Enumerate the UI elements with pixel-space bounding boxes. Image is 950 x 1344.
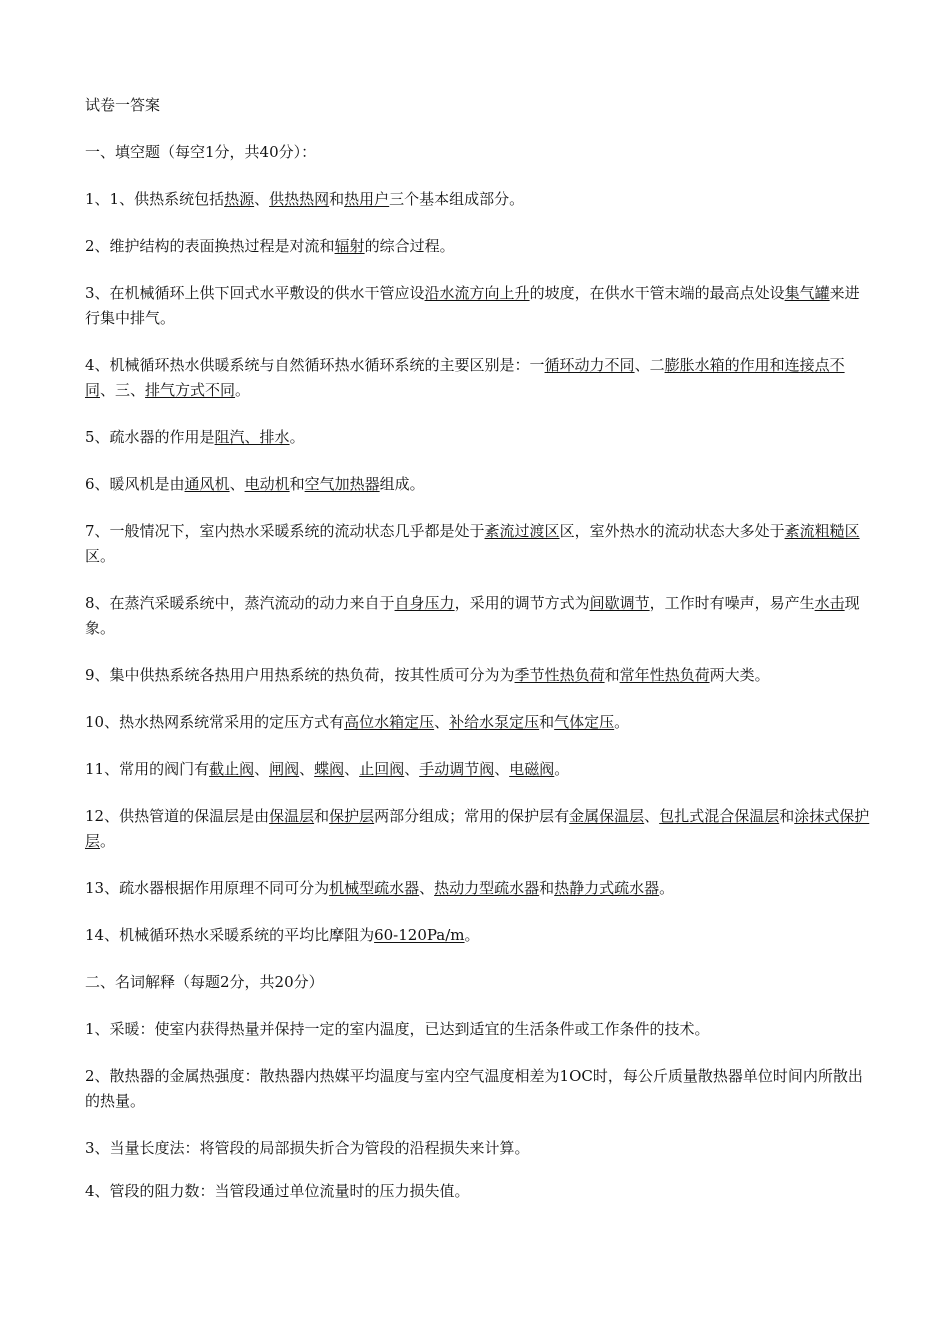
q11-sep-2: 、 (299, 760, 315, 778)
question-2 (85, 234, 870, 259)
q2-tail: 的综合过程。 (364, 237, 455, 255)
q9-tail: 两大类。 (709, 666, 770, 684)
q7-text: 7、一般情况下，室内热水采暖系统的流动状态几乎都是处于 (85, 522, 485, 540)
q8-text: 8、在蒸汽采暖系统中，蒸汽流动的动力来自于 (85, 594, 395, 612)
q11-answer-4: 止回阀 (359, 760, 405, 778)
q12-text: 12、供热管道的保温层是由 (85, 807, 270, 825)
question-13 (85, 876, 870, 901)
q11-answer-1: 截止阀 (209, 760, 255, 778)
definition-1: 1、采暖：使室内获得热量并保持一定的室内温度，已达到适宜的生活条件或工作条件的技术。 (85, 1020, 710, 1038)
q8-answer-1: 自身压力 (394, 594, 455, 612)
q14-answer-1: 60-120Pa/m (374, 926, 465, 944)
q12-answer-2: 保护层 (329, 807, 375, 825)
q6-tail: 组成。 (379, 475, 425, 493)
q10-text: 10、热水热网系统常采用的定压方式有 (85, 713, 345, 731)
q3-sep-1: 的坡度，在供水干管末端的最高点处设 (529, 284, 785, 302)
q1-answer-1: 热源 (224, 190, 255, 208)
q4-sep-1: 、二 (634, 356, 665, 374)
question-8 (85, 591, 870, 641)
q9-sep-1: 和 (604, 666, 620, 684)
q3-answer-1: 沿水流方向上升 (424, 284, 530, 302)
q3-text: 3、在机械循环上供下回式水平敷设的供水干管应设 (85, 284, 425, 302)
document-page (85, 93, 870, 1204)
q13-text: 13、疏水器根据作用原理不同可分为 (85, 879, 330, 897)
q5-answer-1: 阻汽、排水 (214, 428, 290, 446)
q13-sep-1: 、 (419, 879, 435, 897)
q12-answer-1: 保温层 (269, 807, 315, 825)
section-2-heading: 二、名词解释（每题2分，共20分） (85, 973, 324, 991)
q8-sep-1: ，采用的调节方式为 (454, 594, 590, 612)
question-12 (85, 804, 870, 854)
question-6 (85, 472, 870, 497)
q10-sep-2: 和 (539, 713, 555, 731)
q12-sep-4: 和 (779, 807, 795, 825)
q14-tail: 。 (464, 926, 480, 944)
q12-answer-5: 涂抹式保护层 (85, 807, 870, 850)
q7-answer-1: 紊流过渡区 (484, 522, 560, 540)
q11-sep-3: 、 (344, 760, 360, 778)
q12-sep-2: 两部分组成；常用的保护层有 (374, 807, 570, 825)
q14-text: 14、机械循环热水采暖系统的平均比摩阻为 (85, 926, 375, 944)
q8-answer-3: 水击 (814, 594, 845, 612)
q11-answer-6: 电磁阀 (509, 760, 555, 778)
q13-answer-2: 热动力型疏水器 (434, 879, 540, 897)
q12-sep-3: 、 (644, 807, 660, 825)
question-9 (85, 663, 870, 688)
q1-answer-3: 热用户 (344, 190, 390, 208)
q11-answer-2: 闸阀 (269, 760, 300, 778)
q6-sep-1: 、 (229, 475, 245, 493)
document-title: 试卷一答案 (85, 96, 161, 114)
q12-answer-4: 包扎式混合保温层 (659, 807, 780, 825)
definition-3: 3、当量长度法：将管段的局部损失折合为管段的沿程损失来计算。 (85, 1139, 530, 1157)
question-3 (85, 281, 870, 331)
q6-answer-1: 通风机 (184, 475, 230, 493)
q11-sep-1: 、 (254, 760, 270, 778)
q11-answer-5: 手动调节阀 (419, 760, 495, 778)
q8-tail: 现象。 (85, 594, 860, 637)
q12-answer-3: 金属保温层 (569, 807, 645, 825)
q4-answer-2: 膨胀水箱的作用和连接点不同 (85, 356, 845, 399)
q1-sep-2: 和 (329, 190, 345, 208)
q7-answer-2: 紊流粗糙区 (784, 522, 860, 540)
q13-answer-3: 热静力式疏水器 (554, 879, 660, 897)
q3-answer-2: 集气罐 (784, 284, 830, 302)
q12-sep-1: 和 (314, 807, 330, 825)
question-11 (85, 757, 870, 782)
q6-text: 6、暖风机是由 (85, 475, 185, 493)
q11-answer-3: 蝶阀 (314, 760, 345, 778)
q4-tail: 。 (235, 381, 251, 399)
q10-answer-3: 气体定压 (554, 713, 615, 731)
q13-tail: 。 (659, 879, 675, 897)
q7-tail: 区。 (85, 547, 116, 565)
q6-sep-2: 和 (289, 475, 305, 493)
q9-answer-2: 常年性热负荷 (619, 666, 710, 684)
q6-answer-3: 空气加热器 (304, 475, 380, 493)
q11-tail: 。 (554, 760, 570, 778)
q8-sep-2: ，工作时有噪声，易产生 (649, 594, 815, 612)
q9-answer-1: 季节性热负荷 (514, 666, 605, 684)
q13-answer-1: 机械型疏水器 (329, 879, 420, 897)
q4-text: 4、机械循环热水供暖系统与自然循环热水循环系统的主要区别是：一 (85, 356, 545, 374)
q5-tail: 。 (289, 428, 305, 446)
question-1 (85, 187, 870, 212)
definition-2: 2、散热器的金属热强度：散热器内热媒平均温度与室内空气温度相差为1OC时，每公斤质量散热器单位时间内所散出的热量。 (85, 1067, 863, 1110)
q8-answer-2: 间歇调节 (589, 594, 650, 612)
definition-4: 4、管段的阻力数：当管段通过单位流量时的压力损失值。 (85, 1182, 470, 1200)
q11-sep-4: 、 (404, 760, 420, 778)
q1-answer-2: 供热热网 (269, 190, 330, 208)
q2-text: 2、维护结构的表面换热过程是对流和 (85, 237, 335, 255)
q1-tail: 三个基本组成部分。 (389, 190, 525, 208)
question-7 (85, 519, 870, 569)
q4-sep-2: 、三、 (100, 381, 146, 399)
q5-text: 5、疏水器的作用是 (85, 428, 215, 446)
section-1-heading: 一、填空题（每空1分，共40分）： (85, 143, 317, 161)
question-14 (85, 923, 870, 948)
q6-answer-2: 电动机 (244, 475, 290, 493)
q13-sep-2: 和 (539, 879, 555, 897)
q11-sep-5: 、 (494, 760, 510, 778)
q9-text: 9、集中供热系统各热用户用热系统的热负荷，按其性质可分为为 (85, 666, 515, 684)
q10-tail: 。 (614, 713, 630, 731)
question-10 (85, 710, 870, 735)
q1-sep-1: 、 (254, 190, 270, 208)
q11-text: 11、常用的阀门有 (85, 760, 210, 778)
q1-text: 1、1、供热系统包括 (85, 190, 225, 208)
question-4 (85, 353, 870, 403)
q4-answer-3: 排气方式不同 (145, 381, 236, 399)
q10-sep-1: 、 (434, 713, 450, 731)
q10-answer-2: 补给水泵定压 (449, 713, 540, 731)
q10-answer-1: 高位水箱定压 (344, 713, 435, 731)
question-5 (85, 425, 870, 450)
q12-tail: 。 (100, 832, 116, 850)
q3-tail: 来进行集中排气。 (85, 284, 860, 327)
q7-sep-1: 区，室外热水的流动状态大多处于 (559, 522, 785, 540)
q2-answer-1: 辐射 (334, 237, 365, 255)
q4-answer-1: 循环动力不同 (544, 356, 635, 374)
